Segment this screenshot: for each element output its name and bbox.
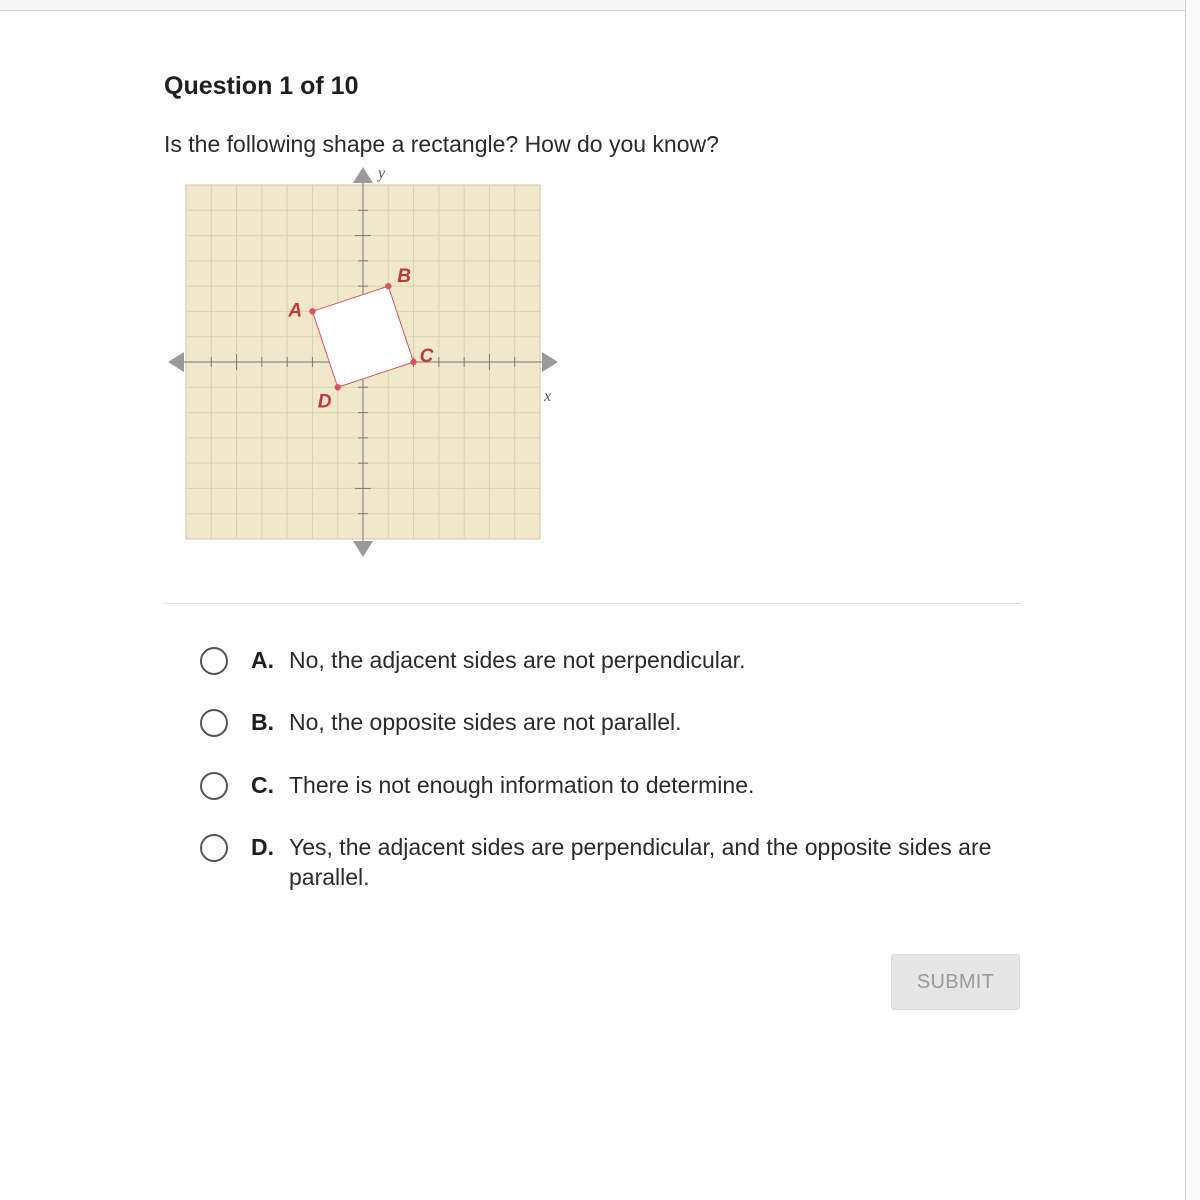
choice-text: No, the adjacent sides are not perpendicular.: [289, 647, 746, 673]
y-axis-down-arrow: [353, 541, 373, 557]
point-label-a: A: [288, 300, 303, 322]
y-axis-up-arrow: [353, 167, 373, 183]
x-axis-left-arrow: [168, 352, 184, 372]
choice-text: No, the opposite sides are not parallel.: [289, 709, 682, 735]
choice-a[interactable]: [200, 645, 1019, 675]
choice-letter: C.: [251, 772, 274, 798]
window-right-edge: [1185, 0, 1200, 1200]
window-top-edge: [0, 0, 1200, 11]
choice-letter: B.: [251, 709, 274, 735]
radio-button-d[interactable]: [200, 834, 228, 862]
choice-letter: D.: [251, 834, 274, 860]
radio-button-b[interactable]: [200, 709, 228, 737]
choice-letter: A.: [251, 647, 274, 673]
radio-button-c[interactable]: [200, 772, 228, 800]
x-axis-label: x: [544, 388, 552, 405]
x-axis-right-arrow: [542, 352, 558, 372]
point-c: [410, 359, 416, 365]
graph-svg: [168, 165, 564, 560]
submit-button[interactable]: SUBMIT: [891, 954, 1020, 1010]
question-header: Question 1 of 10: [164, 72, 359, 100]
point-label-c: C: [419, 346, 434, 367]
choice-b[interactable]: [200, 707, 1019, 737]
question-prompt: Is the following shape a rectangle? How do you know?: [164, 131, 719, 157]
choice-text: There is not enough information to determine.: [289, 772, 755, 798]
point-label-d: D: [317, 391, 332, 413]
y-axis-label: y: [378, 165, 386, 182]
divider: [164, 603, 1021, 604]
point-d: [335, 384, 341, 390]
choice-c[interactable]: [200, 770, 1019, 800]
coordinate-graph: [168, 165, 564, 560]
radio-button-a[interactable]: [200, 647, 228, 675]
choice-text: Yes, the adjacent sides are perpendicular, and the opposite sides are parallel.: [289, 834, 992, 890]
point-b: [385, 283, 391, 289]
point-a: [309, 308, 315, 314]
choice-d[interactable]: [200, 832, 1019, 892]
point-label-b: B: [397, 266, 412, 288]
